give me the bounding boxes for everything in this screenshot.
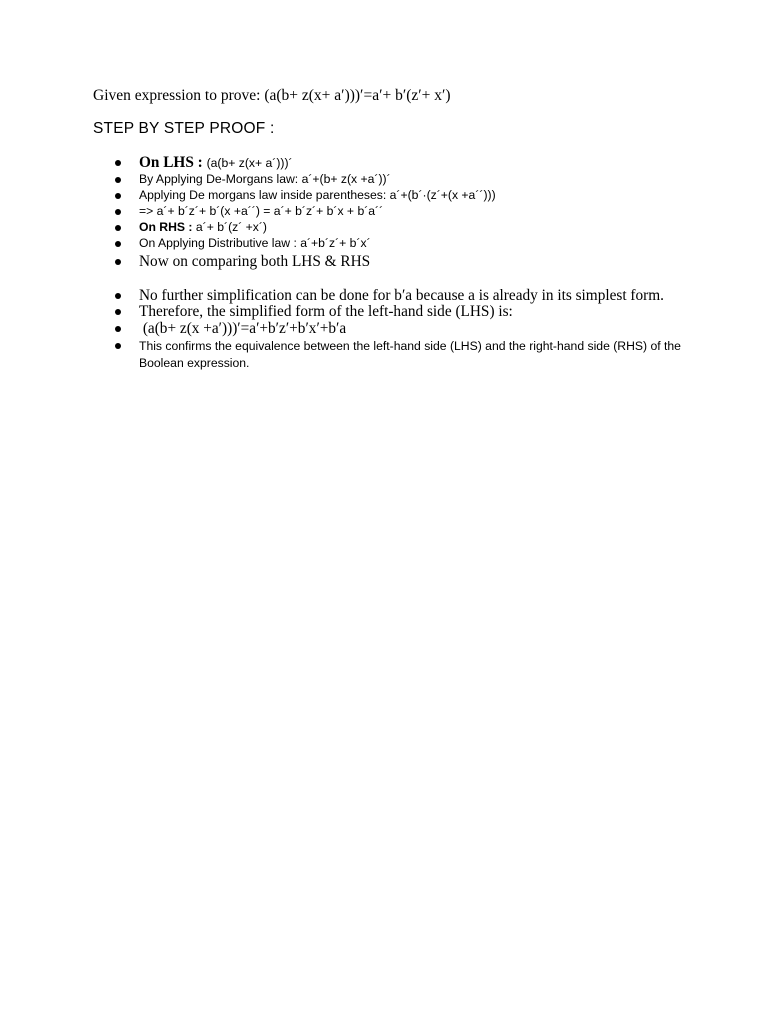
step-line: [139, 154, 293, 172]
step-text: Applying De morgans law inside parentheses: a´+(b´·(z´+(x +a´´))): [139, 188, 496, 202]
step-text: Therefore, the simplified form of the left-hand side (LHS) is:: [139, 303, 513, 320]
step-text: (a(b+ z(x +a′)))′=a′+b′z′+b′x′+b′a: [139, 320, 347, 337]
bullet-icon: [115, 326, 121, 332]
step-text: This confirms the equivalence between the left-hand side (LHS) and the right-hand side (RHS) of the Boolean expression.: [139, 339, 681, 370]
step-text: No further simplification can be done for b′a because a is already in its simplest form.: [139, 287, 664, 304]
proof-heading: STEP BY STEP PROOF :: [93, 120, 275, 137]
bullet-icon: [115, 293, 121, 299]
step-text: On Applying Distributive law : a´+b´z´+ b´x´: [139, 236, 371, 250]
step-separator: :: [193, 154, 207, 171]
step-text: Now on comparing both LHS & RHS: [139, 253, 371, 270]
step-line: [139, 220, 267, 235]
step-text: (a(b+ z(x+ a´)))´: [206, 156, 293, 170]
step-separator: :: [185, 220, 196, 234]
bullet-icon: [115, 209, 121, 215]
bullet-icon: [115, 177, 121, 183]
step-text: By Applying De-Morgans law: a´+(b+ z(x +a´))´: [139, 172, 391, 186]
step-label: On LHS: [139, 154, 194, 171]
step-text: a´+ b´(z´ +x´): [195, 220, 267, 234]
step-text: => a´+ b´z´+ b´(x +a´´) = a´+ b´z´+ b´x + b´a´´: [139, 204, 384, 218]
given-expression: Given expression to prove: (a(b+ z(x+ a′)))′=a′+ b′(z′+ x′): [93, 87, 451, 104]
bullet-icon: [115, 160, 121, 166]
bullet-icon: [115, 225, 121, 231]
bullet-icon: [115, 193, 121, 199]
bullet-icon: [115, 259, 121, 265]
step-label: On RHS: [139, 220, 186, 234]
bullet-icon: [115, 309, 121, 315]
bullet-icon: [115, 241, 121, 247]
bullet-icon: [115, 343, 121, 349]
